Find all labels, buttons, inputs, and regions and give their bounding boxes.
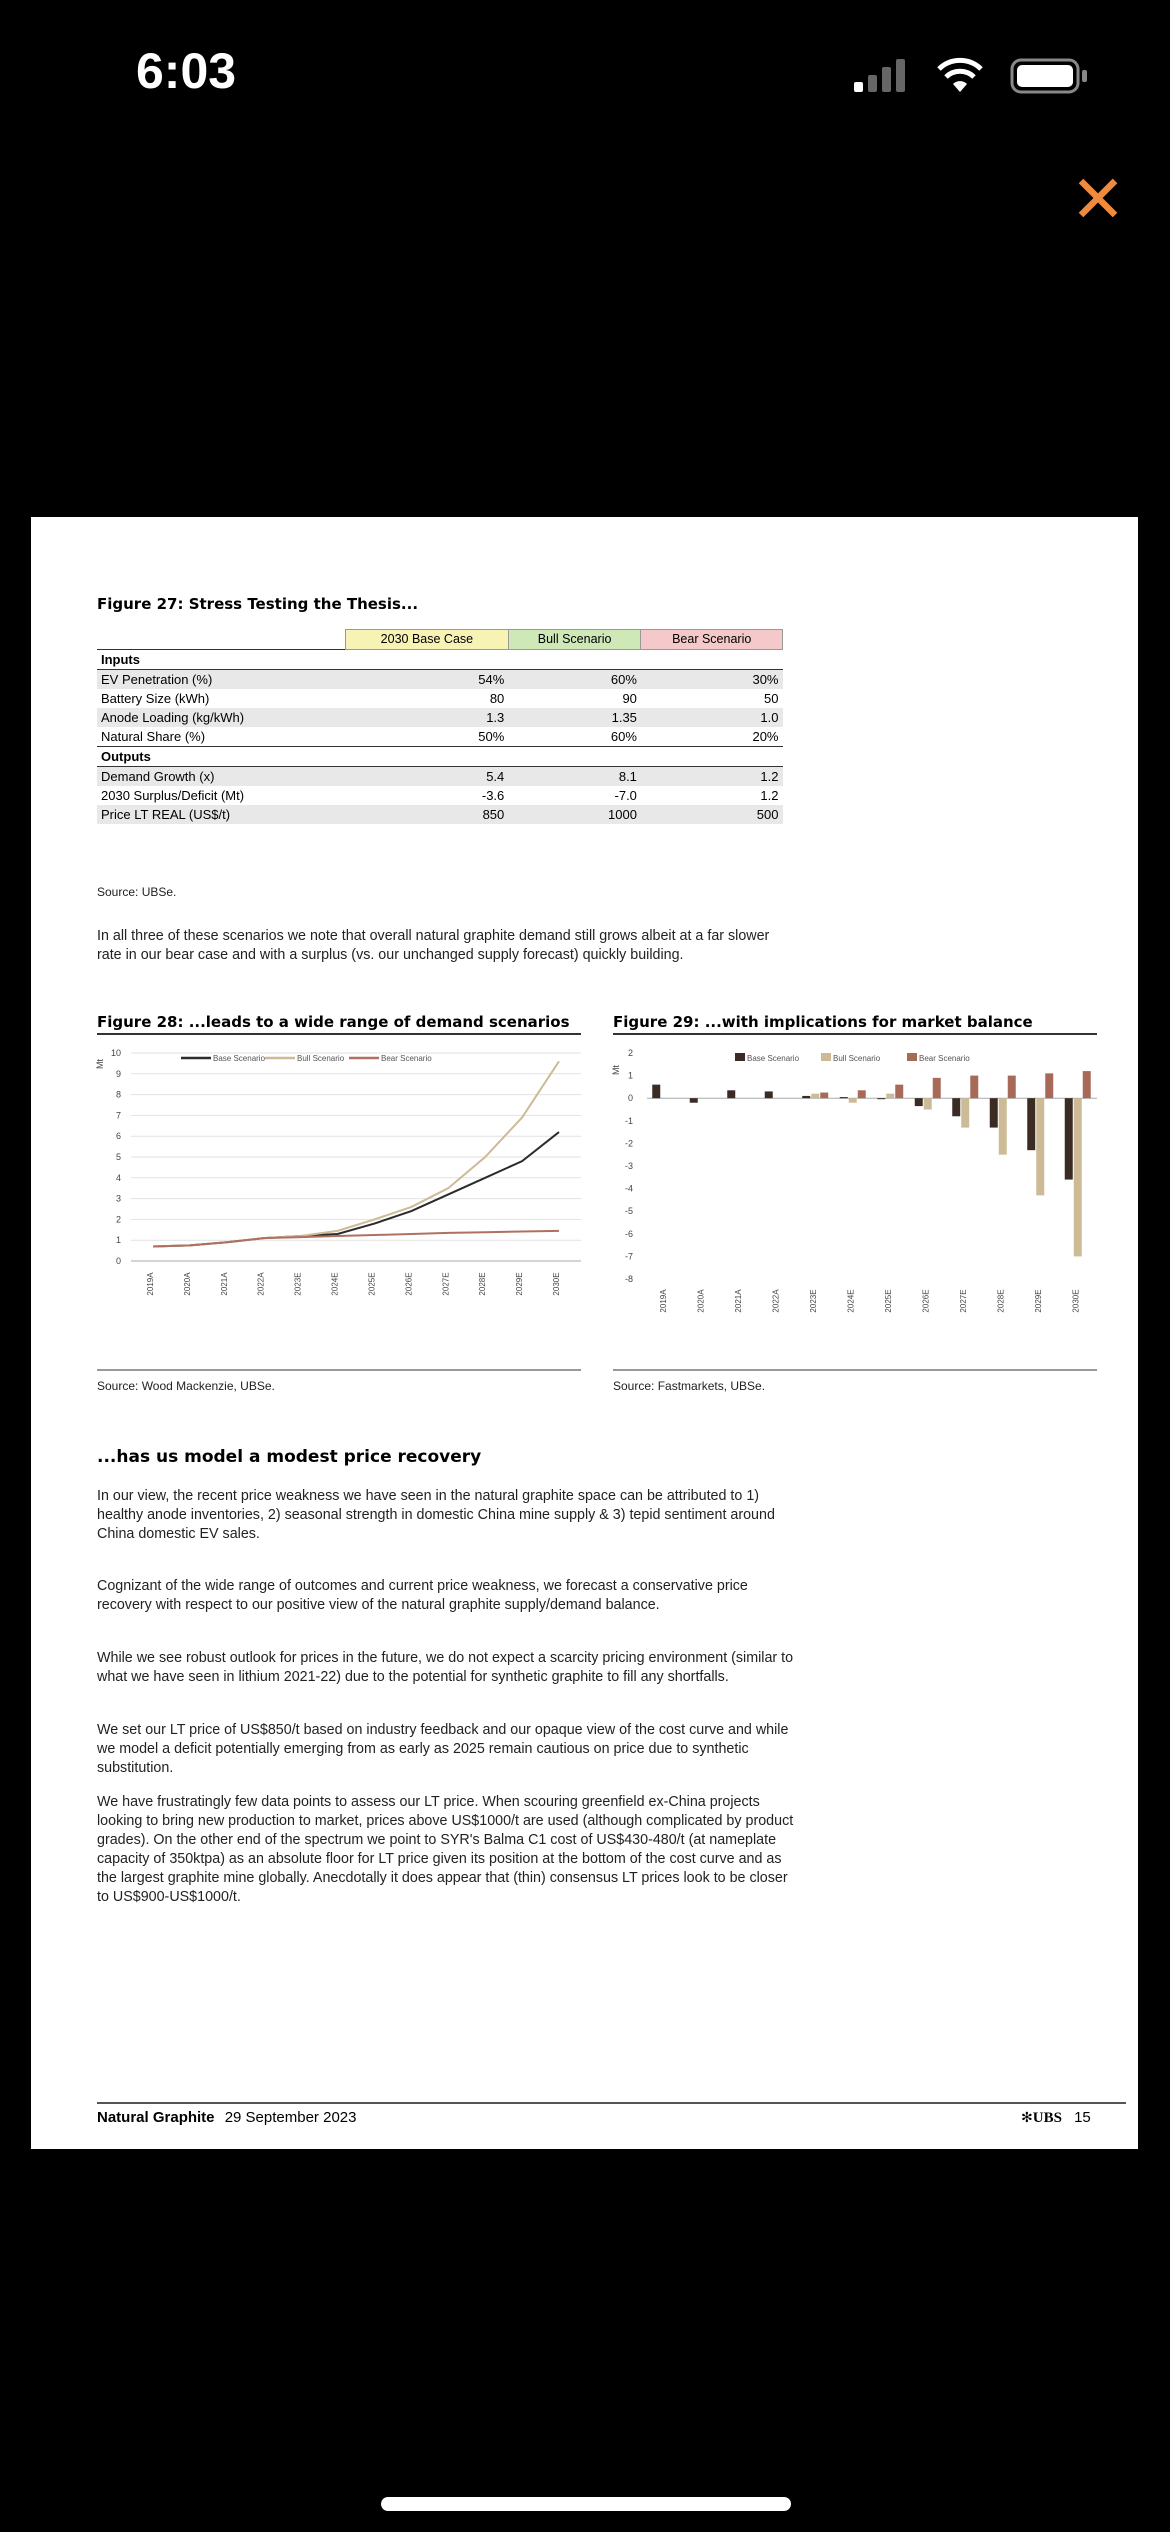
table-row (97, 689, 783, 708)
y-tick-label: -6 (624, 1228, 633, 1239)
header-base: 2030 Base Case (346, 630, 509, 650)
status-bar (0, 0, 1170, 150)
cell: 8.1 (508, 767, 641, 787)
x-tick-label: 2030E (1071, 1289, 1081, 1313)
x-tick-label: 2029E (1033, 1289, 1043, 1313)
x-tick-label: 2023E (808, 1289, 818, 1313)
figure28-title: Figure 28: ...leads to a wide range of demand scenarios (97, 1013, 570, 1031)
x-tick-label: 2019A (658, 1289, 668, 1313)
legend-swatch (821, 1053, 831, 1061)
x-tick-label: 2028E (478, 1272, 488, 1296)
bar-0-2 (727, 1090, 735, 1098)
section-label: Outputs (97, 747, 783, 767)
divider (613, 1369, 1097, 1371)
cell: 60% (508, 670, 641, 690)
figure28-source: Source: Wood Mackenzie, UBSe. (97, 1379, 275, 1393)
y-tick-label: -4 (624, 1183, 633, 1194)
cell: 1.2 (641, 767, 783, 787)
cell: 30% (641, 670, 783, 690)
legend-label: Base Scenario (747, 1054, 800, 1063)
cell: 1.2 (760, 788, 779, 803)
bar-0-9 (990, 1098, 998, 1127)
y-axis-label: Mt (611, 1065, 621, 1075)
bar-0-5 (840, 1097, 848, 1098)
table-row (97, 805, 783, 824)
x-tick-label: 2020A (182, 1272, 192, 1296)
bar-0-4 (802, 1096, 810, 1098)
bar-2-9 (1008, 1076, 1016, 1099)
x-tick-label: 2024E (330, 1272, 340, 1296)
x-tick-label: 2026E (921, 1289, 931, 1313)
bar-0-8 (952, 1098, 960, 1116)
figure27-source: Source: UBSe. (97, 885, 177, 899)
figure27-title: Figure 27: Stress Testing the Thesis... (97, 595, 419, 613)
x-tick-label: 2022A (256, 1272, 266, 1296)
bar-1-11 (1074, 1098, 1082, 1256)
x-tick-label: 2029E (515, 1272, 525, 1296)
cell: 50% (478, 729, 505, 744)
y-tick-label: 6 (115, 1131, 121, 1142)
section-label: Inputs (97, 650, 783, 670)
header-bear: Bear Scenario (641, 630, 783, 650)
divider (613, 1033, 1097, 1035)
header-bull: Bull Scenario (508, 630, 641, 650)
cell: -3.6 (481, 788, 505, 803)
x-tick-label: 2030E (552, 1272, 561, 1296)
section-heading: ...has us model a modest price recovery (97, 1447, 482, 1467)
cell: 50 (764, 691, 779, 706)
battery-icon (1010, 58, 1090, 94)
paragraph: We set our LT price of US$850/t based on industry feedback and our opaque view of the cost curve and while we model a deficit potentially emerging from as early as 2025 remain cautious on price due to synthetic substitution. (97, 1722, 789, 1776)
table-row (97, 786, 783, 805)
cell: -7.0 (614, 788, 637, 803)
table-row (97, 727, 783, 747)
y-tick-label: 5 (115, 1152, 121, 1162)
legend-label: Base Scenario (213, 1054, 266, 1063)
section-row (97, 747, 783, 767)
bar-2-10 (1045, 1073, 1053, 1098)
x-tick-label: 2024E (846, 1289, 856, 1313)
bar-1-8 (961, 1098, 969, 1127)
x-tick-label: 2020A (696, 1289, 706, 1313)
bar-0-7 (915, 1098, 923, 1106)
table-row (97, 670, 783, 690)
bar-2-11 (1083, 1071, 1091, 1098)
document-page (31, 517, 1138, 2149)
bar-2-7 (933, 1078, 941, 1098)
x-tick-label: 2027E (441, 1272, 451, 1296)
close-icon[interactable]: ✕ (1070, 161, 1126, 238)
row-label: Price LT REAL (US$/t) (97, 805, 346, 824)
footer-page: 15 (1074, 2109, 1091, 2126)
legend-label: Bull Scenario (297, 1054, 345, 1063)
row-label: Natural Share (%) (101, 729, 206, 744)
wifi-icon (935, 56, 985, 94)
footer-date: 29 September 2023 (224, 2109, 357, 2126)
x-tick-label: 2026E (404, 1272, 414, 1296)
paragraph: We have frustratingly few data points to assess our LT price. When scouring greenfield ex-China projects looking to bring new production to market, prices above US$1000/t are used (although complicated by product grades). On the other end of the spectrum we point to SYR's Balma C1 cost of US$430-480/t (at nameplate capacity of 350ktpa) as an absolute floor for LT price given its position at the bottom of the cost curve and as the largest graphite mine globally. Anecdotally it does appear that (thin) consensus LT prices look to be closer to US$900-US$1000/t. (97, 1794, 794, 1905)
series-line-0 (153, 1132, 559, 1246)
y-axis-label: Mt (95, 1059, 105, 1069)
bar-1-7 (924, 1098, 932, 1109)
row-label: Demand Growth (x) (97, 767, 346, 787)
cell: 54% (346, 670, 509, 690)
bar-0-11 (1065, 1098, 1073, 1179)
y-tick-label: -1 (624, 1115, 633, 1126)
y-tick-label: 9 (115, 1068, 121, 1079)
y-tick-label: 1 (627, 1070, 633, 1081)
y-tick-label: 0 (115, 1256, 121, 1266)
section-row (97, 650, 783, 670)
divider (97, 1033, 581, 1035)
legend-label: Bull Scenario (833, 1054, 881, 1063)
footer-right (1021, 2109, 1091, 2127)
bar-2-5 (858, 1090, 866, 1098)
legend-label: Bear Scenario (381, 1054, 432, 1063)
cell: 1.3 (346, 708, 509, 727)
cell: 1000 (508, 805, 641, 824)
home-indicator[interactable] (381, 2497, 791, 2511)
cell: 1.35 (508, 708, 641, 727)
legend-label: Bear Scenario (919, 1054, 970, 1063)
y-tick-label: 10 (110, 1048, 121, 1058)
figure28-chart (91, 1041, 591, 1341)
figure29-chart (607, 1041, 1107, 1341)
x-tick-label: 2021A (733, 1289, 743, 1313)
cell: 850 (346, 805, 509, 824)
cell: 1.0 (641, 708, 783, 727)
figure29-title: Figure 29: ...with implications for market balance (613, 1013, 1033, 1031)
bar-0-3 (765, 1091, 773, 1098)
x-tick-label: 2027E (958, 1289, 968, 1313)
bar-0-6 (877, 1098, 885, 1099)
x-tick-label: 2021A (219, 1272, 229, 1296)
bar-1-4 (811, 1094, 819, 1099)
x-tick-label: 2022A (771, 1289, 781, 1313)
cell: 90 (622, 691, 637, 706)
intro-paragraph: In all three of these scenarios we note that overall natural graphite demand still grows albeit at a far slower rate in our bear case and with a surplus (vs. our unchanged supply forecast) quickly building. (97, 928, 770, 963)
paragraph: In our view, the recent price weakness we have seen in the natural graphite space can be attributed to 1) healthy anode inventories, 2) seasonal strength in domestic China mine supply & 3) tepid sentiment around China domestic EV sales. (97, 1488, 775, 1542)
x-tick-label: 2025E (367, 1272, 377, 1296)
y-tick-label: 7 (115, 1110, 121, 1121)
y-tick-label: 2 (115, 1214, 121, 1225)
bar-2-6 (895, 1085, 903, 1099)
table-row (97, 708, 783, 727)
cell: 500 (641, 805, 783, 824)
divider (97, 1369, 581, 1371)
footer-brand: UBS (1032, 2110, 1062, 2126)
table-header-row (97, 630, 783, 650)
x-tick-label: 2025E (883, 1289, 893, 1313)
footer-left (97, 2109, 356, 2126)
y-tick-label: -2 (624, 1138, 633, 1149)
y-tick-label: -7 (624, 1251, 633, 1262)
bar-1-10 (1036, 1098, 1044, 1195)
x-tick-label: 2019A (146, 1272, 155, 1296)
y-tick-label: 0 (627, 1093, 633, 1104)
y-tick-label: -8 (624, 1274, 633, 1284)
y-tick-label: -3 (624, 1161, 633, 1171)
row-label: Battery Size (kWh) (101, 691, 210, 706)
table-row (97, 767, 783, 787)
bar-2-4 (820, 1093, 828, 1099)
cell: 60% (610, 729, 637, 744)
x-tick-label: 2023E (293, 1272, 303, 1296)
cell: 20% (752, 729, 779, 744)
x-tick-label: 2028E (996, 1289, 1006, 1313)
y-tick-label: -5 (624, 1206, 633, 1217)
row-label: EV Penetration (%) (97, 670, 346, 690)
footer-report: Natural Graphite (97, 2109, 215, 2126)
bar-0-0 (652, 1085, 660, 1099)
y-tick-label: 1 (115, 1235, 121, 1246)
legend-swatch (735, 1053, 745, 1061)
y-tick-label: 2 (627, 1048, 633, 1058)
bar-0-1 (690, 1098, 698, 1103)
cell: 5.4 (346, 767, 509, 787)
cellular-signal-icon (852, 58, 912, 92)
row-label: Anode Loading (kg/kWh) (97, 708, 346, 727)
paragraph: While we see robust outlook for prices in the future, we do not expect a scarcity pricing environment (similar to what we have seen in lithium 2021-22) due to the potential for synthetic graphite to fill any shortfalls. (97, 1650, 794, 1685)
footer-divider (97, 2102, 1126, 2104)
figure27-table (97, 629, 783, 824)
paragraph: Cognizant of the wide range of outcomes and current price weakness, we forecast a conservative price recovery with respect to our positive view of the natural graphite supply/demand balance. (97, 1578, 748, 1613)
bar-1-6 (886, 1094, 894, 1099)
y-tick-label: 3 (115, 1193, 121, 1204)
row-label: 2030 Surplus/Deficit (Mt) (101, 788, 245, 803)
cell: 80 (489, 691, 505, 706)
bar-1-5 (849, 1098, 857, 1103)
status-time: 6:03 (136, 43, 237, 99)
series-line-1 (153, 1061, 559, 1246)
bar-2-8 (970, 1076, 978, 1099)
figure29-source: Source: Fastmarkets, UBSe. (613, 1379, 766, 1393)
bar-1-9 (999, 1098, 1007, 1155)
bar-0-10 (1027, 1098, 1035, 1150)
y-tick-label: 8 (115, 1089, 121, 1100)
legend-swatch (907, 1053, 917, 1061)
series-line-2 (153, 1231, 559, 1247)
y-tick-label: 4 (115, 1172, 121, 1183)
ubs-keys-icon: ✻ (1021, 2109, 1033, 2125)
